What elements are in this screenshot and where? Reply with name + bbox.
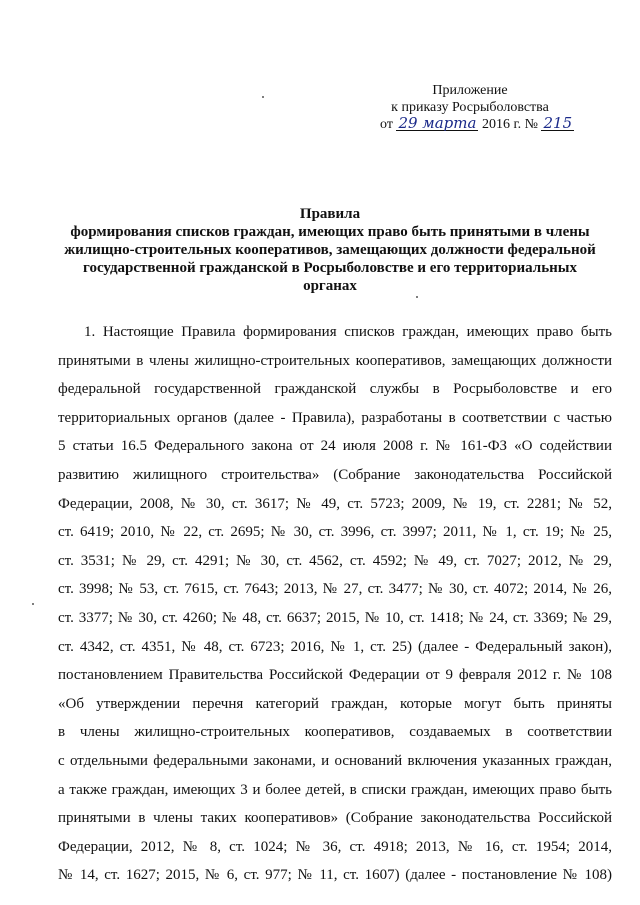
scan-speck (416, 296, 418, 298)
body-line: в члены жилищно-строительных кооперативов, создаваемых в соответствии (58, 724, 612, 741)
handwritten-number: 215 (543, 114, 573, 132)
body-line: территориальных органов (далее - Правила), разработаны в соответствии с частью (58, 409, 612, 426)
body-line: развитию жилищного строительства» (Собрание законодательства Российской (58, 466, 612, 483)
body-line: «Об утверждении перечня категорий граждан, которые могут быть приняты (58, 695, 612, 712)
paragraph-1 (58, 318, 612, 890)
body-line: постановлением Правительства Российской Федерации от 9 февраля 2012 г. № 108 (58, 667, 612, 684)
appendix-label: Приложение (432, 83, 508, 98)
body-line: принятыми в члены жилищно-строительных кооперативов, замещающих должности (58, 352, 612, 369)
appendix-header (370, 82, 573, 133)
body-line: Федерации, 2012, № 8, ст. 1024; № 36, ст. 4918; 2013, № 16, ст. 1954; 2014, (58, 838, 612, 855)
body-line: федеральной государственной гражданской службы в Росрыболовстве и его (58, 381, 612, 398)
body-line: с отдельными федеральными законами, и оснований включения указанных граждан, (58, 752, 612, 769)
body-line: 1. Настоящие Правила формирования списков граждан, имеющих право быть (84, 324, 612, 340)
body-line: № 14, ст. 1627; 2015, № 6, ст. 977; № 11, ст. 1607) (далее - постановление № 108) (58, 867, 612, 884)
body-line: 5 статьи 16.5 Федерального закона от 24 июля 2008 г. № 161-ФЗ «О содействии (58, 438, 612, 455)
body-line: а также граждан, имеющих 3 и более детей, в списки граждан, имеющих право быть (58, 781, 612, 798)
handwritten-date: 29 марта (398, 114, 477, 132)
body-line: ст. 6419; 2010, № 22, ст. 2695; № 30, ст. 3996, ст. 3997; 2011, № 1, ст. 19; № 25, (58, 524, 612, 541)
body-line: ст. 3531; № 29, ст. 4291; № 30, ст. 4562, ст. 4592; № 49, ст. 7027; 2012, № 29, (58, 552, 612, 569)
scan-speck (32, 603, 34, 605)
appendix-order-ref: к приказу Росрыболовства (391, 100, 549, 115)
body-line: Федерации, 2008, № 30, ст. 3617; № 49, ст. 5723; 2009, № 19, ст. 2281; № 52, (58, 495, 612, 512)
title-line: жилищно-строительных кооперативов, замещающих должности федеральной (64, 242, 596, 258)
appendix-date-line (380, 114, 573, 133)
body-line: принятыми в члены таких кооперативов» (Собрание законодательства Российской (58, 810, 612, 827)
body-line: ст. 3377; № 30, ст. 4260; № 48, ст. 6637; 2015, № 10, ст. 1418; № 24, ст. 3369; № 29, (58, 609, 612, 626)
title-heading: Правила (299, 206, 361, 222)
title-line: формирования списков граждан, имеющих право быть принятыми в члены (70, 224, 590, 240)
document-title (40, 205, 620, 295)
body-line: ст. 3998; № 53, ст. 7615, ст. 7643; 2013, № 27, ст. 3477; № 30, ст. 4072; 2014, № 26, (58, 581, 612, 598)
title-line: органах (303, 278, 357, 294)
title-line: государственной гражданской в Росрыболовстве и его территориальных (83, 260, 577, 276)
scan-speck (262, 96, 264, 98)
date-suffix: 2016 г. № (481, 117, 538, 132)
date-prefix: от (380, 117, 393, 132)
body-line: ст. 4342, ст. 4351, № 48, ст. 6723; 2016, № 1, ст. 25) (далее - Федеральный закон), (58, 638, 612, 655)
